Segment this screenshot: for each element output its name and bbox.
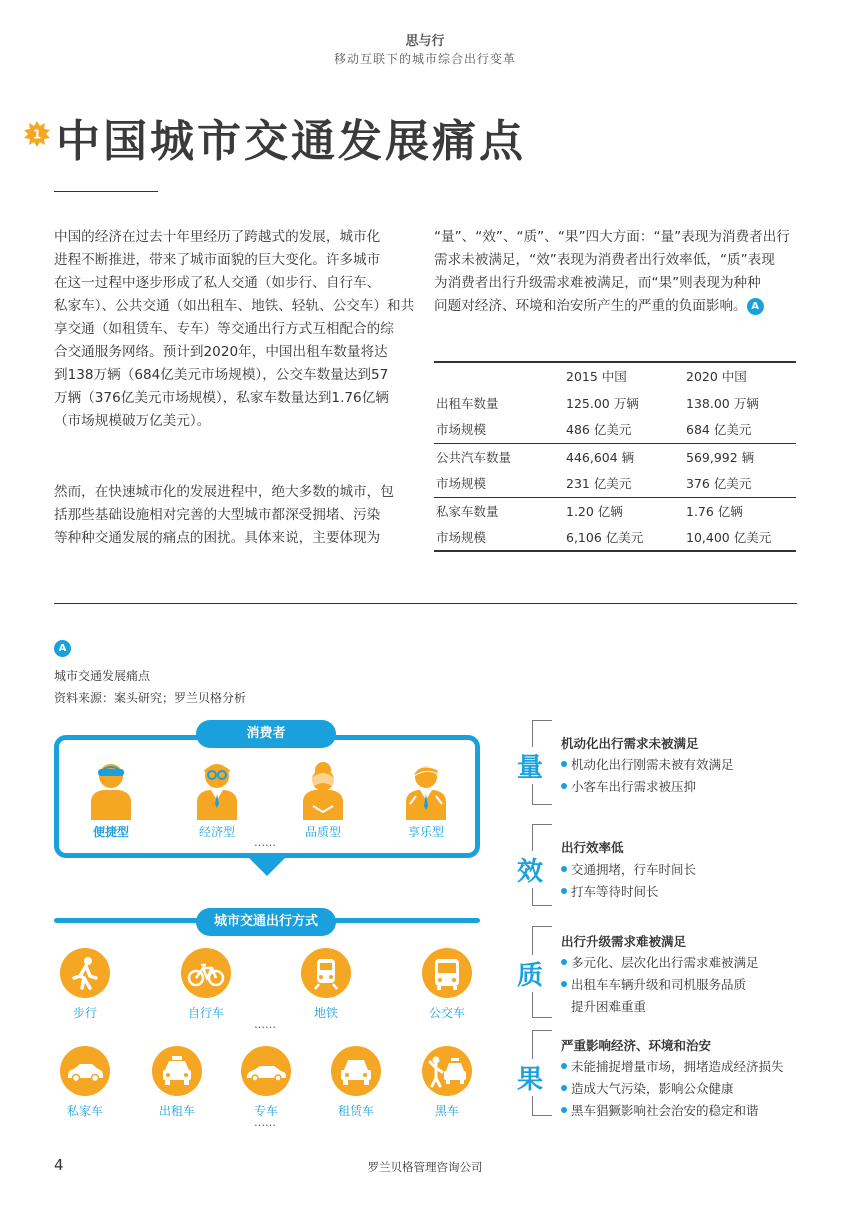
- pain-title: 出行效率低: [561, 840, 624, 855]
- pain-title: 出行升级需求难被满足: [561, 934, 687, 949]
- pain-bullet-continued: 提升困难重重: [571, 999, 647, 1014]
- consumer-label: 经济型: [198, 825, 235, 839]
- page-number: 4: [54, 1156, 64, 1174]
- mode-label: 私家车: [66, 1104, 103, 1118]
- running-header-title: 思与行: [405, 34, 445, 49]
- figure-badge: A: [54, 638, 71, 657]
- mode-label: 自行车: [187, 1006, 224, 1020]
- pain-bullet: 未能捕捉增量市场，拥堵造成经济损失: [561, 1057, 784, 1075]
- figure-ref-badge: A: [747, 298, 764, 315]
- rental-car-icon: [331, 1046, 381, 1096]
- pain-bullet: 小客车出行需求被压抑: [561, 777, 696, 795]
- consumer-label: 享乐型: [407, 825, 444, 839]
- figure-title: 城市交通发展痛点: [54, 669, 151, 683]
- section-title: 中国城市交通发展痛点: [56, 116, 526, 167]
- mode-more-ellipsis: ……: [254, 1116, 276, 1129]
- pain-bullet: 打车等待时间长: [561, 882, 659, 900]
- figure-source: 资料来源：案头研究；罗兰贝格分析: [54, 691, 247, 705]
- pain-bullet: 多元化、层次化出行需求难被满足: [561, 953, 759, 971]
- pain-char: 质: [515, 955, 545, 992]
- modes-pill: 城市交通出行方式: [196, 908, 336, 936]
- down-arrow-icon: [244, 853, 290, 876]
- private-car-icon: [60, 1046, 110, 1096]
- consumer-label: 便捷型: [92, 825, 129, 839]
- mode-more-ellipsis: ……: [254, 1018, 276, 1031]
- section-number: 1: [32, 127, 42, 142]
- consumers-pill: 消费者: [196, 720, 336, 748]
- pain-bullet: 造成大气污染，影响公众健康: [561, 1079, 734, 1097]
- consumer-label: 品质型: [304, 825, 341, 839]
- economy-person-icon: [193, 760, 241, 824]
- illegal-taxi-icon: [422, 1046, 472, 1096]
- pain-title: 机动化出行需求未被满足: [561, 736, 699, 751]
- body-paragraph-3: “量”、“效”、“质”、“果”四大方面：“量”表现为消费者出行 需求未被满足，“效”表现为消费者出行效率低，“质”表现 为消费者出行升级需求难被满足，而“果”则表现为种种 问题对经济、环境和治安所产生的严重的负面影响。 A: [434, 229, 790, 314]
- footer-company: 罗兰贝格管理咨询公司: [367, 1160, 483, 1174]
- section-divider: [54, 603, 797, 604]
- pain-char: 量: [515, 747, 545, 784]
- mode-label: 步行: [72, 1006, 97, 1020]
- vehicle-market-table: [434, 361, 796, 552]
- mode-label: 租赁车: [337, 1104, 374, 1118]
- table-row: 市场规模 6,106 亿美元 10,400 亿美元: [434, 524, 796, 551]
- consumer-more-ellipsis: ……: [254, 836, 276, 849]
- pain-bullet: 机动化出行刚需未被有效满足: [561, 755, 734, 773]
- mode-label: 专车: [253, 1104, 278, 1118]
- pain-bullet: 出租车车辆升级和司机服务品质: [561, 975, 746, 993]
- taxi-icon: [152, 1046, 202, 1096]
- body-paragraph-2: 然而，在快速城市化的发展进程中，绝大多数的城市，包 括那些基础设施相对完善的大型城市都深受拥堵、污染 等种种交通发展的痛点的困扰。具体来说，主要体现为: [54, 484, 394, 546]
- walking-icon: [60, 948, 110, 998]
- table-row: 出租车数量 125.00 万辆 138.00 万辆: [436, 395, 759, 411]
- pain-bullet: 交通拥堵，行车时间长: [561, 860, 696, 878]
- title-underline: [54, 191, 158, 192]
- pain-char: 效: [515, 851, 545, 888]
- body-paragraph-1: 中国的经济在过去十年里经历了跨越式的发展，城市化 进程不断推进，带来了城市面貌的巨大变化。许多城市 在这一过程中逐步形成了私人交通（如步行、自行车、 私家车）、公共交通（如出租车、地铁、轻轨、公交车）和共 享交通（如租赁车、专车）等交通出行方式互相配合的综 合交通服务网络。预计到2020年，中国出租车数量将达 到138万辆（684亿美元市场规模），公交车数量达到57 万辆（376亿美元市场规模），私家车数量达到1.76亿辆 （市场规模破万亿美元）。: [54, 229, 415, 429]
- bus-icon: [422, 948, 472, 998]
- chauffeur-car-icon: [241, 1046, 291, 1096]
- table-row: 市场规模 231 亿美元 376 亿美元: [434, 470, 796, 497]
- table-row: 市场规模 486 亿美元 684 亿美元: [434, 416, 796, 443]
- quality-person-icon: [299, 758, 347, 824]
- table-row: 私家车数量 1.20 亿辆 1.76 亿辆: [436, 503, 743, 519]
- enjoyment-person-icon: [402, 760, 450, 824]
- pain-bullet: 黑车猖獗影响社会治安的稳定和谐: [561, 1101, 759, 1119]
- running-header-subtitle: 移动互联下的城市综合出行变革: [333, 52, 516, 66]
- mode-label: 黑车: [434, 1104, 459, 1118]
- pain-char: 果: [515, 1059, 545, 1096]
- subway-icon: [301, 948, 351, 998]
- pain-title: 严重影响经济、环境和治安: [561, 1038, 712, 1053]
- bicycle-icon: [181, 948, 231, 998]
- table-row: 公共汽车数量 446,604 辆 569,992 辆: [436, 449, 755, 465]
- mode-label: 公交车: [428, 1006, 465, 1020]
- mode-label: 地铁: [313, 1006, 338, 1020]
- mode-label: 出租车: [158, 1104, 195, 1118]
- convenience-person-icon: [87, 760, 135, 824]
- section-number-badge: [24, 121, 50, 147]
- table-header-row: 2015 中国 2020 中国: [434, 362, 796, 389]
